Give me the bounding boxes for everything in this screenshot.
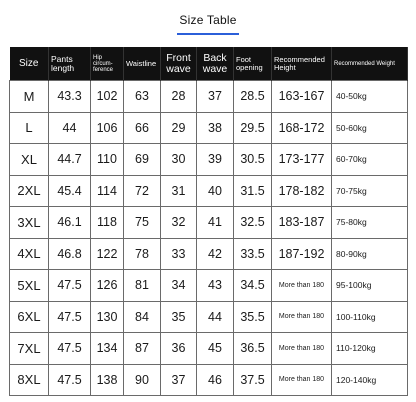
front-wave-cell: 28 xyxy=(161,81,197,113)
foot-opening-cell: 28.5 xyxy=(234,81,272,113)
height-cell: More than 180 xyxy=(272,270,332,302)
height-cell: 163-167 xyxy=(272,81,332,113)
size-cell: 8XL xyxy=(10,364,49,396)
back-wave-cell: 44 xyxy=(197,301,234,333)
hip-cell: 122 xyxy=(91,238,124,270)
pants-length-cell: 45.4 xyxy=(49,175,91,207)
waistline-cell: 66 xyxy=(124,112,161,144)
back-wave-cell: 37 xyxy=(197,81,234,113)
foot-opening-cell: 32.5 xyxy=(234,207,272,239)
hip-cell: 110 xyxy=(91,144,124,176)
size-table xyxy=(9,47,408,396)
waistline-cell: 72 xyxy=(124,175,161,207)
weight-cell: 50-60kg xyxy=(332,112,408,144)
hip-cell: 118 xyxy=(91,207,124,239)
pants-length-cell: 43.3 xyxy=(49,81,91,113)
pants-length-cell: 46.8 xyxy=(49,238,91,270)
table-row xyxy=(10,238,408,270)
foot-opening-cell: 31.5 xyxy=(234,175,272,207)
col-header-size: Size xyxy=(10,47,49,81)
pants-length-cell: 44 xyxy=(49,112,91,144)
weight-cell: 95-100kg xyxy=(332,270,408,302)
foot-opening-cell: 35.5 xyxy=(234,301,272,333)
waistline-cell: 90 xyxy=(124,364,161,396)
hip-cell: 138 xyxy=(91,364,124,396)
table-row xyxy=(10,81,408,113)
pants-length-cell: 47.5 xyxy=(49,301,91,333)
waistline-cell: 78 xyxy=(124,238,161,270)
table-row xyxy=(10,112,408,144)
weight-cell: 100-110kg xyxy=(332,301,408,333)
front-wave-cell: 37 xyxy=(161,364,197,396)
size-cell: 7XL xyxy=(10,333,49,365)
front-wave-cell: 29 xyxy=(161,112,197,144)
front-wave-cell: 30 xyxy=(161,144,197,176)
hip-cell: 130 xyxy=(91,301,124,333)
foot-opening-cell: 34.5 xyxy=(234,270,272,302)
weight-cell: 75-80kg xyxy=(332,207,408,239)
foot-opening-cell: 29.5 xyxy=(234,112,272,144)
height-cell: 168-172 xyxy=(272,112,332,144)
waistline-cell: 63 xyxy=(124,81,161,113)
pants-length-cell: 46.1 xyxy=(49,207,91,239)
page-title: Size Table xyxy=(179,13,237,27)
hip-cell: 102 xyxy=(91,81,124,113)
table-row xyxy=(10,207,408,239)
front-wave-cell: 35 xyxy=(161,301,197,333)
back-wave-cell: 38 xyxy=(197,112,234,144)
front-wave-cell: 33 xyxy=(161,238,197,270)
table-body xyxy=(10,81,408,396)
size-cell: M xyxy=(10,81,49,113)
table-row xyxy=(10,301,408,333)
front-wave-cell: 31 xyxy=(161,175,197,207)
size-cell: 5XL xyxy=(10,270,49,302)
col-header-back-wave: Back wave xyxy=(197,47,234,81)
front-wave-cell: 32 xyxy=(161,207,197,239)
waistline-cell: 84 xyxy=(124,301,161,333)
weight-cell: 110-120kg xyxy=(332,333,408,365)
size-cell: L xyxy=(10,112,49,144)
size-cell: 4XL xyxy=(10,238,49,270)
table-header-row xyxy=(10,47,408,81)
table-row xyxy=(10,175,408,207)
size-cell: 3XL xyxy=(10,207,49,239)
weight-cell: 80-90kg xyxy=(332,238,408,270)
waistline-cell: 87 xyxy=(124,333,161,365)
front-wave-cell: 34 xyxy=(161,270,197,302)
back-wave-cell: 41 xyxy=(197,207,234,239)
table-row xyxy=(10,333,408,365)
foot-opening-cell: 37.5 xyxy=(234,364,272,396)
height-cell: More than 180 xyxy=(272,301,332,333)
size-cell: 2XL xyxy=(10,175,49,207)
hip-cell: 126 xyxy=(91,270,124,302)
back-wave-cell: 40 xyxy=(197,175,234,207)
waistline-cell: 75 xyxy=(124,207,161,239)
col-header-front-wave: Front wave xyxy=(161,47,197,81)
col-header-hip: Hip circum- ference xyxy=(91,47,124,81)
height-cell: 178-182 xyxy=(272,175,332,207)
height-cell: 187-192 xyxy=(272,238,332,270)
pants-length-cell: 44.7 xyxy=(49,144,91,176)
back-wave-cell: 42 xyxy=(197,238,234,270)
weight-cell: 70-75kg xyxy=(332,175,408,207)
hip-cell: 134 xyxy=(91,333,124,365)
pants-length-cell: 47.5 xyxy=(49,333,91,365)
front-wave-cell: 36 xyxy=(161,333,197,365)
back-wave-cell: 43 xyxy=(197,270,234,302)
weight-cell: 60-70kg xyxy=(332,144,408,176)
hip-cell: 106 xyxy=(91,112,124,144)
size-cell: 6XL xyxy=(10,301,49,333)
col-header-weight: Recommended Weight xyxy=(332,47,408,81)
back-wave-cell: 45 xyxy=(197,333,234,365)
title-underline xyxy=(177,33,239,35)
pants-length-cell: 47.5 xyxy=(49,270,91,302)
weight-cell: 40-50kg xyxy=(332,81,408,113)
table-row xyxy=(10,364,408,396)
col-header-foot-opening: Foot opening xyxy=(234,47,272,81)
col-header-waistline: Waistline xyxy=(124,47,161,81)
weight-cell: 120-140kg xyxy=(332,364,408,396)
foot-opening-cell: 33.5 xyxy=(234,238,272,270)
col-header-height: Recommended Height xyxy=(272,47,332,81)
hip-cell: 114 xyxy=(91,175,124,207)
table-row xyxy=(10,270,408,302)
height-cell: 183-187 xyxy=(272,207,332,239)
foot-opening-cell: 36.5 xyxy=(234,333,272,365)
pants-length-cell: 47.5 xyxy=(49,364,91,396)
waistline-cell: 81 xyxy=(124,270,161,302)
back-wave-cell: 46 xyxy=(197,364,234,396)
col-header-pants-length: Pants length xyxy=(49,47,91,81)
back-wave-cell: 39 xyxy=(197,144,234,176)
height-cell: More than 180 xyxy=(272,333,332,365)
height-cell: 173-177 xyxy=(272,144,332,176)
table-row xyxy=(10,144,408,176)
height-cell: More than 180 xyxy=(272,364,332,396)
waistline-cell: 69 xyxy=(124,144,161,176)
size-cell: XL xyxy=(10,144,49,176)
foot-opening-cell: 30.5 xyxy=(234,144,272,176)
